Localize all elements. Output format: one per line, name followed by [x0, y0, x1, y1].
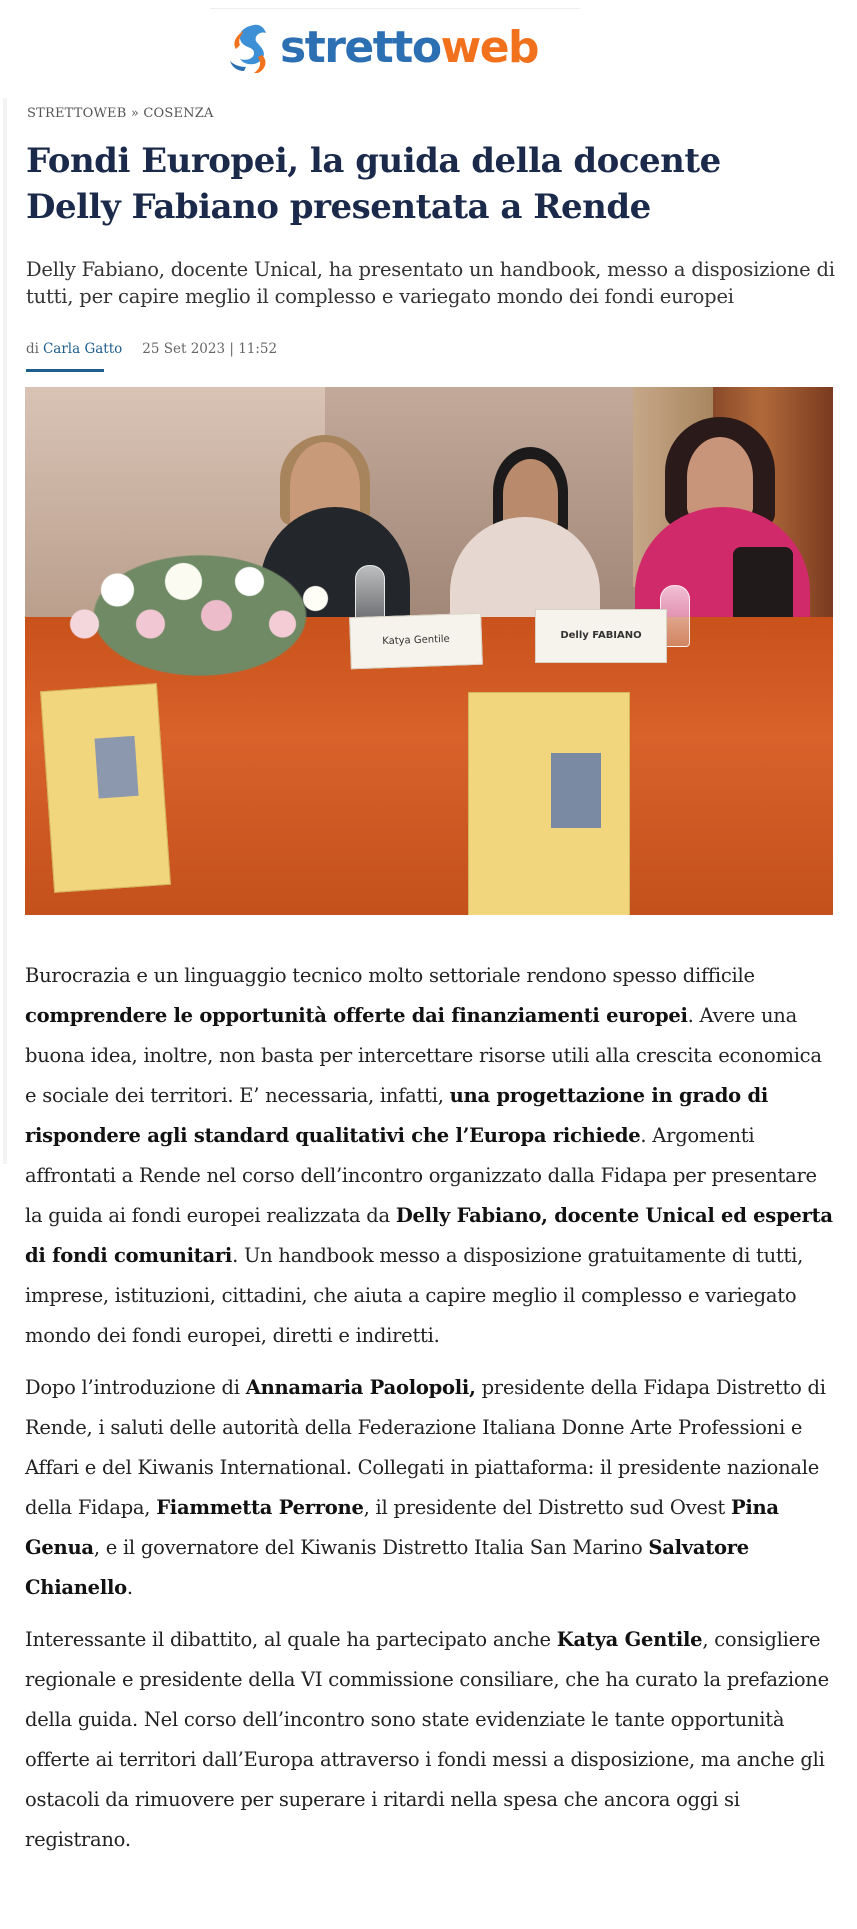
- content-left-border: [3, 98, 7, 1164]
- author-link[interactable]: Carla Gatto: [42, 341, 123, 357]
- paragraph-text: . Un handbook messo a disposizione gratuitamente di tutti, imprese, istituzioni, cittadini, che aiuta a capire meglio il complesso e variegato mondo dei fondi europei, diretti e indiretti.: [25, 1244, 804, 1347]
- paragraph-text: presidente della Fidapa Distretto di Rende, i saluti delle autorità della Federazione Italiana Donne Arte Professioni e Affari e del Kiwanis International. Collegati in piattaforma: il presidente nazionale della Fidapa,: [25, 1376, 826, 1519]
- paragraph-bold-text: comprendere le opportunità offerte dai finanziamenti europei: [25, 1004, 688, 1027]
- breadcrumb: [27, 106, 214, 121]
- photo-flowers: [35, 522, 365, 692]
- article-paragraph: [25, 1368, 835, 1608]
- paragraph-text: Burocrazia e un linguaggio tecnico molto settoriale rendono spesso difficile: [25, 964, 755, 987]
- article-paragraph: [25, 1620, 835, 1860]
- logo-wordmark: strettoweb: [280, 22, 539, 73]
- paragraph-bold-text: Salvatore Chianello: [25, 1536, 749, 1599]
- site-header: [0, 0, 857, 84]
- paragraph-text: . Avere una buona idea, inoltre, non basta per intercettare risorse utili alla crescita economica e sociale dei territori. E’ necessaria, infatti,: [25, 1004, 822, 1107]
- byline-prefix: di: [26, 341, 39, 357]
- photo-person-right-face: [687, 437, 753, 517]
- article-body: [25, 956, 835, 1872]
- paragraph-text: Interessante il dibattito, al quale ha partecipato anche: [25, 1628, 557, 1651]
- paragraph-text: , il presidente del Distretto sud Ovest: [363, 1496, 731, 1519]
- article-subtitle: Delly Fabiano, docente Unical, ha presentato un handbook, messo a disposizione di tutti, per capire meglio il complesso e variegato mondo dei fondi europei: [26, 258, 835, 308]
- site-logo[interactable]: [224, 18, 538, 78]
- paragraph-bold-text: Delly Fabiano, docente Unical ed esperta di fondi comunitari: [25, 1204, 833, 1267]
- header-divider: [210, 8, 580, 9]
- strettoweb-logo-icon: [224, 21, 278, 75]
- paragraph-bold-text: Fiammetta Perrone: [156, 1496, 364, 1519]
- paragraph-text: Dopo l’introduzione di: [25, 1376, 246, 1399]
- paragraph-bold-text: Annamaria Paolopoli,: [245, 1376, 476, 1399]
- article-byline: [26, 341, 277, 357]
- paragraph-bold-text: Katya Gentile: [556, 1628, 703, 1651]
- photo-nameplate: Delly FABIANO: [535, 609, 667, 663]
- photo-nameplate: Katya Gentile: [349, 613, 483, 670]
- paragraph-text: . Argomenti affrontati a Rende nel corso dell’incontro organizzato dalla Fidapa per presentare la guida ai fondi europei realizzata da: [25, 1124, 817, 1227]
- publish-date: 25 Set 2023 | 11:52: [142, 341, 278, 357]
- breadcrumb-home-link[interactable]: STRETTOWEB: [27, 106, 127, 121]
- article-paragraph: [25, 956, 835, 1356]
- photo-poster: [468, 692, 630, 915]
- breadcrumb-separator: »: [130, 106, 139, 121]
- paragraph-text: .: [126, 1576, 133, 1599]
- paragraph-text: , e il governatore del Kiwanis Distretto Italia San Marino: [93, 1536, 649, 1559]
- paragraph-bold-text: Pina Genua: [25, 1496, 779, 1559]
- article-title: Fondi Europei, la guida della docente Delly Fabiano presentata a Rende: [26, 141, 721, 227]
- byline-underline: [26, 369, 104, 372]
- photo-poster: [40, 683, 171, 893]
- paragraph-bold-text: una progettazione in grado di rispondere agli standard qualitativi che l’Europa richiede: [25, 1084, 768, 1147]
- paragraph-text: , consigliere regionale e presidente della VI commissione consiliare, che ha curato la prefazione della guida. Nel corso dell’incontro sono state evidenziate le tante opportunità offerte ai territori dall’Europa attraverso i fondi messi a disposizione, ma anche gli ostacoli da rimuovere per superare i ritardi nella spesa che ancora oggi si registrano.: [25, 1628, 829, 1851]
- breadcrumb-section-link[interactable]: COSENZA: [143, 106, 214, 121]
- article-photo: [25, 387, 833, 915]
